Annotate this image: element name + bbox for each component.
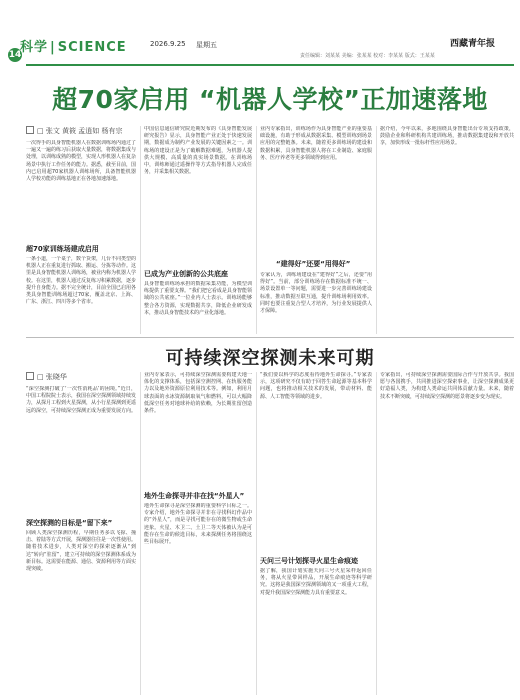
byline-marker-icon xyxy=(26,126,34,134)
editor-credits: 责任编辑：刘某某 美编：张某某 校对：李某某 版式：王某某 xyxy=(300,53,435,59)
article2-body-1: 回顾人类深空探测历程，早期任务多以飞掠、撞击、着陆等方式开展，探测器往往是一次性使用。随着技术进步，人类对深空的探索逐渐从“到达”转向“驻留”，建立可持续的深空探测体系成为新目标。这需要在能源、通信、资源利用等方面实现突破。 xyxy=(26,530,136,573)
section-title xyxy=(20,36,127,55)
article2-byline: □ 张晓华 xyxy=(26,372,67,382)
masthead: 西藏青年报 xyxy=(450,39,496,49)
article2-lead: “深空探测打破了‘一次性消耗品’的困境。”近日，中国工程院院士表示，我国在深空探测领域持续发力，从探月工程到火星探测，从小行星探测到更遥远的深空，可持续深空探测正成为重要发展方向。 xyxy=(26,386,136,414)
column-divider xyxy=(140,126,141,334)
article2-body-5: 据了解，我国计划实施天问三号火星采样返回任务，将从火星带回样品，开展生命痕迹等科学研究。这将是我国深空探测领域的又一项重大工程，对提升我国深空探测能力具有重要意义。 xyxy=(260,568,372,596)
byline-marker-icon xyxy=(26,372,34,380)
article1-subhead-3: “建得好”还要“用得好” xyxy=(276,260,351,268)
header-rule xyxy=(26,64,514,66)
article1-headline: 超70家启用 “机器人学校”正加速落地 xyxy=(52,85,488,114)
page-number: 14 xyxy=(8,50,22,60)
page-header xyxy=(0,0,520,60)
article1-subhead-2: 已成为产业创新的公共底座 xyxy=(144,270,228,278)
column-divider xyxy=(140,372,141,695)
section-separator: | xyxy=(50,40,56,55)
article1-byline: □ 张文 黄筱 孟逍如 杨有宗 xyxy=(26,126,123,136)
article1-lead: 一次得手的具身智能机器人在数据训练场内通过了一遍又一遍的练习后获取大量数据，将数据集成与处理，以训练成熟的模型，实现人形机器人在复杂场景中执行工作任务的能力。据悉，截至目前，国内已启用超70家机器人训练场所，具备智能机器人学校功能的训练基地正在各地加速落地。 xyxy=(26,140,136,183)
column-divider xyxy=(256,126,257,334)
article1-body-3: 具身智能训练场承担的数据采集功能，为模型训练提供了重要支撑。“我们把它看成是具身智能领域的公共底座。”一位业内人士表示。训练场能够整合各方资源，实现数据共享，降低企业研发成本，推动具身智能技术的产业化落地。 xyxy=(144,281,252,316)
article1-body-6: 据介绍，今年以来，多地围绕具身智能出台专项支持政策，鼓励企业和科研机构共建训练场，推动数据集建设和开放共享，加快形成一批标杆性应用场景。 xyxy=(380,126,514,147)
article2-body-6: 专家指出，可持续深空探测需要国际合作与开放共享。我国愿与各国携手，共同推进深空探索事业，让深空探测成果更好造福人类，为构建人类命运共同体贡献力量。未来，随着技术不断突破，可持续深空探测的愿景将逐步变为现实。 xyxy=(380,372,514,400)
article1-body-5: 专家认为，训练场建设在“建得好”之后，还要“用得好”。当前，部分训练场存在数据标准不统一、场景设置单一等问题，需要进一步完善训练场建设标准，推动数据互联互通，提升训练场利用效率。同时也要注重复合型人才培养，为行业发展提供人才保障。 xyxy=(260,272,372,315)
article1-body-1: 一条小道，一个桌子，数个货架，几台不同类型的机器人正在重复进行抓取、搬运、分拣等动作。这里是具身智能机器人训练场，被业内称为机器人学校。在这里，机器人通过反复练习积累数据，逐步提升自身能力。据不完全统计，目前全国已启用各类具身智能训练场超过70家，覆盖北京、上海、广东、浙江、四川等多个省市。 xyxy=(26,256,136,306)
article2-body-2: 业内专家表示，可持续深空探测需要构建天地一体化的支撑体系，包括深空测控网、在轨服务能力以及地外资源原位利用技术等。例如，利用月球表面的水冰资源制取氧气和燃料，可以大幅降低深空任务对地球补给的依赖，为长期驻留创造条件。 xyxy=(144,372,252,415)
article2-body-4: “我们要以科学的态度看待地外生命探寻。”专家表示，这项研究不仅有助于回答生命起源等基本科学问题，也将推动相关技术的发展，带动材料、能源、人工智能等领域的进步。 xyxy=(260,372,372,400)
article2-headline: 可持续深空探测未来可期 xyxy=(165,348,375,369)
section-en: SCIENCE xyxy=(57,40,127,55)
column-divider xyxy=(376,126,377,334)
column-divider xyxy=(376,372,377,695)
article1-body-2: 中国信息通信研究院近期发布的《具身智能发展研究报告》显示，具身智能产业正处于快速发展期，数据成为制约产业发展的关键因素之一。训练场的建设正是为了破解数据难题，为机器人提供大规模、高质量的真实场景数据。在训练场中，训练师通过遥操作等方式指导机器人完成任务，并采集相关数据。 xyxy=(144,126,252,176)
article2-subhead-1: 深空探测的目标是“留下来” xyxy=(26,519,113,527)
issue-date: 2026.9.25 xyxy=(150,40,186,48)
section-cn: 科学 xyxy=(20,40,49,55)
article2-body-3: 地外生命探寻是深空探测的重要科学目标之一。专家介绍，地外生命探寻并非在寻找科幻作品中的“外星人”，而是寻找可能存在的微生物或生命迹象。火星、木卫二、土卫二等天体被认为是可能存在生命的候选目标，未来探测任务将围绕这些目标展开。 xyxy=(144,503,252,546)
article1-subhead-1: 超70家训练场建成启用 xyxy=(26,245,99,253)
article2-subhead-2: 地外生命探寻并非在找“外星人” xyxy=(144,492,245,500)
article2-subhead-3: 天问三号计划探寻火星生命痕迹 xyxy=(260,557,358,565)
article1-body-4: 业内专家指出，训练场作为具身智能产业的重要基础设施，有助于形成从数据采集、模型训练到场景应用的完整链条。未来，随着更多训练场的建设和数据积累，具身智能机器人将在工业制造、家庭服务、医疗养老等更多领域得到应用。 xyxy=(260,126,372,161)
column-divider xyxy=(256,372,257,695)
article-separator xyxy=(26,337,514,338)
issue-weekday: 星期五 xyxy=(196,41,217,49)
